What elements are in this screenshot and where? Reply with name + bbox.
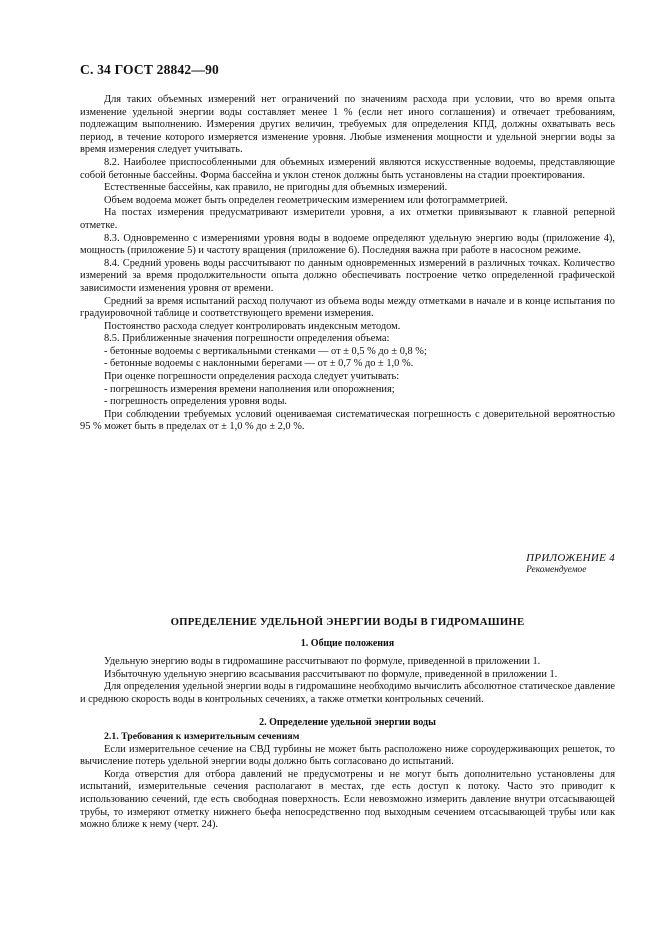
section2-heading: 2. Определение удельной энергии воды — [259, 717, 436, 728]
paragraph: Для таких объемных измерений нет ограничений по значениям расхода при условии, что во время опыта изменение удельной энергии воды составляет менее 1 % (если нет иного соглашения) и отвечает требованиям, подлежащим выполнению. Измерения других величин, требуемых для определения КПД, должны охватывать весь период, в течение которого измеряется изменение уровня. Любые изменения мощности и удельной энергии воды за время измерения следует учитывать. — [80, 94, 615, 156]
section2-subheading: 2.1. Требования к измерительным сечениям — [104, 731, 300, 742]
appendix-label: ПРИЛОЖЕНИЕ 4 — [526, 552, 615, 564]
body-text — [80, 94, 615, 434]
paragraph: Естественные бассейны, как правило, не пригодны для объемных измерений. — [104, 182, 448, 194]
paragraph: Удельную энергию воды в гидромашине рассчитывают по формуле, приведенной в приложении 1. — [104, 656, 541, 667]
paragraph: 8.2. Наиболее приспособленными для объемных измерений являются искусственные водоемы, представляющие собой бетонные бассейны. Форма бассейна и уклон стенок должны быть установлены на стадии проектирования. — [80, 156, 615, 181]
paragraph: Для определения удельной энергии воды в гидромашине необходимо вычислить абсолютное статическое давление и среднюю скорость воды в контрольных сечениях, а также отметки контрольных сечений. — [80, 681, 615, 705]
section-title: ОПРЕДЕЛЕНИЕ УДЕЛЬНОЙ ЭНЕРГИИ ВОДЫ В ГИДРОМАШИНЕ — [170, 616, 525, 628]
list-item: - бетонные водоемы с наклонными берегами — от ± 0,7 % до ± 1,0 %. — [104, 358, 414, 370]
paragraph: Объем водоема может быть определен геометрическим измерением или фотограмметрией. — [104, 194, 508, 206]
paragraph: Избыточную удельную энергию всасывания рассчитывают по формуле, приведенной в приложении 1. — [104, 668, 558, 680]
section1-body — [80, 656, 615, 706]
page-header: С. 34 ГОСТ 28842—90 — [80, 62, 219, 77]
appendix-label-block — [526, 552, 615, 575]
paragraph: Когда отверстия для отбора давлений не предусмотрены и не могут быть дополнительно установлены для испытаний, измерительные сечения располагают в местах, где есть доступ к потоку. Часто это приводит к использованию сечений, где есть свободная поверхность. Если невозможно измерить давление внутри отсасывающей трубы, то измеряют отметку нижнего бьефа непосредственно под выходным сечением отсасывающей трубы или как можно ближе к нему (черт. 24). — [80, 768, 615, 831]
paragraph: При соблюдении требуемых условий оцениваемая систематическая погрешность с доверительной вероятностью 95 % может быть в пределах от ± 1,0 % до ± 2,0 %. — [80, 408, 615, 433]
paragraph: 8.5. Приближенные значения погрешности определения объема: — [104, 333, 390, 345]
paragraph: Средний за время испытаний расход получают из объема воды между отметками в начале и в конце испытания по градуировочной таблице и соответствующего времени измерения. — [80, 295, 615, 320]
paragraph: Если измерительное сечение на СВД турбины не может быть расположено ниже сороудерживающих решеток, то вычисление потерь удельной энергии воды должно быть согласовано до испытаний. — [80, 743, 615, 768]
list-item: - бетонные водоемы с вертикальными стенками — от ± 0,5 % до ± 0,8 %; — [104, 345, 427, 357]
appendix-status: Рекомендуемое — [526, 565, 587, 575]
list-item: - погрешность измерения времени наполнения или опорожнения; — [104, 383, 395, 395]
paragraph: 8.3. Одновременно с измерениями уровня воды в водоеме определяют удельную энергию воды (приложение 4), мощность (приложение 5) и частоту вращения (приложение 6). Последняя важна при работе в насосном режиме. — [80, 232, 615, 257]
paragraph: На постах измерения предусматривают измерители уровня, а их отметки привязывают к главной реперной отметке. — [80, 207, 615, 231]
list-item: - погрешность определения уровня воды. — [104, 396, 288, 408]
paragraph: При оценке погрешности определения расхода следует учитывать: — [104, 371, 400, 383]
section1-heading: 1. Общие положения — [300, 638, 395, 649]
section2-body — [80, 731, 615, 832]
paragraph: 8.4. Средний уровень воды рассчитывают по данным одновременных измерений в различных точках. Количество измерений за время продолжительности опыта должно обеспечивать построение четко определенной графической зависимости изменения уровня от времени. — [80, 257, 615, 294]
paragraph: Постоянство расхода следует контролировать индексным методом. — [104, 320, 401, 332]
